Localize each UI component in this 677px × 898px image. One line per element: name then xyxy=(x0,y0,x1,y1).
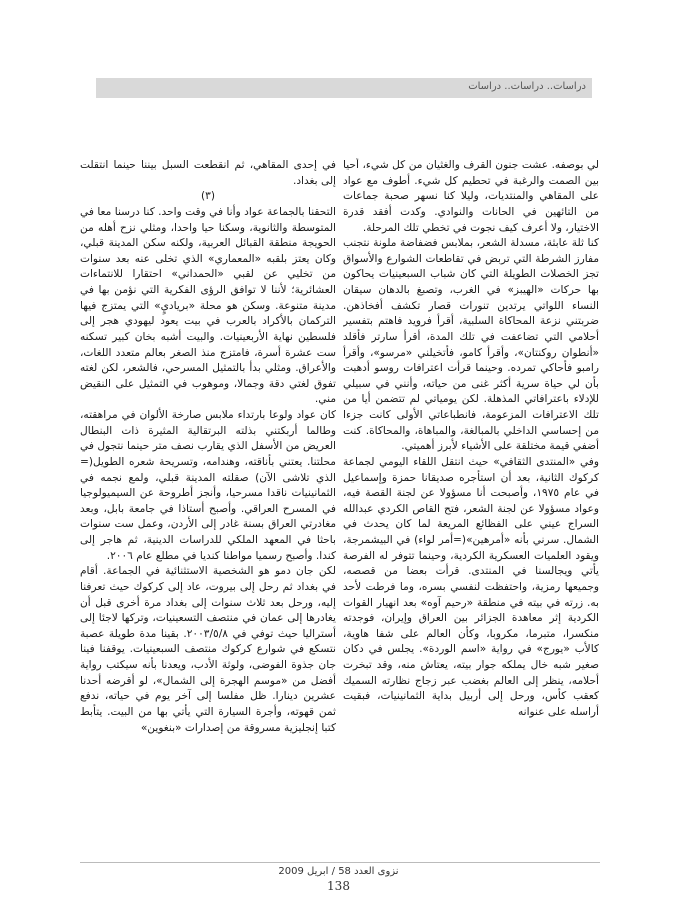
section-number: (٣) xyxy=(201,190,215,203)
text-column-right xyxy=(343,158,599,860)
paragraph: وفي «المنتدى الثقافي» حيث انتقل اللقاء اليومي لجماعة كركوك الثانية، بعد أن استأجره صديقانا حمزة وإسماعيل في عام ١٩٧٥، وأصبحت أنا مسؤولا عن لجنة القصة فيه، وعواد مسؤولا عن لجنة الشعر، فتح القاص الكردي عبدالله السراج عيني على الفظائع المريعة لما كان يحدث في الشمال. سرني بأنه «أمرهين»(=أمر لواء) في البيشمرجة، ويقود العلميات العسكرية الكردية، وحينما تتوفر له الفرصة يأتي ويجالسنا في المنتدى. قرأت بعضا من قصصه، وجميعها رمزية، واحتفظت لنفسي بسره، وما فرطت لأحد به. زرته في بيته في منطقة «رحيم آوه» بعد انهيار القوات الكردية إثر معاهدة الجزائر بين العراق وإيران، فوجدته منكسرا، متبرما، مكروبا، وكأن العالم على شفا هاوية، كالأب «يورج» في رواية «اسم الوردة». يجلس في دكان صغير شبه خال يملكه جوار بيته، يعتاش منه، وقد تبخرت أحلامه، ينظر إلى العالم بغضب عبر زجاج نظارته السميك كعقب كأس، ورحل إلى أربيل بداية الثمانينيات، فبقيت أراسله على عنوانه xyxy=(343,455,599,718)
page-number: 138 xyxy=(327,879,350,893)
paragraph: لي بوصفه. عشت جنون القرف والغثيان من كل شيء، أحيا بين الصمت والرغبة في تحطيم كل شيء. أطوف مع عواد على المقاهي والمنتديات، وليلا كنا نسهر صحبة جماعات من التائهين في الحانات والنوادي. وكدت أفقد قدرة الاختيار، ولا أعرف كيف نجوت في تخطي تلك المرحلة. xyxy=(343,159,599,234)
footer-issue: نزوى العدد 58 / ابريل 2009 xyxy=(278,866,399,877)
section-header-band xyxy=(96,78,592,98)
paragraph: كنا ثلة عابثة، مسدلة الشعر، بملابس فضفاضة ملونة نتجنب مفارز الشرطة التي تربض في تقاطعات الشوارع والأسواق تجز الخصلات الطويلة التي كان شباب السبعينيات يحاكون بها حركات «الهيبز» في الغرب، وتصبغ بالدهان سيقان النساء اللواتي يرتدين تنورات قصار تكشف أفخاذهن. ضربتني نزعة المحاكاة السلبية، أقرأ فرويد فاهتم بتفسير أحلامي التي تضاعفت في تلك المدة، أقرأ سارتر فأقلد «أنطوان روكنتان»، وأقرأ كامو، فأتخيلني «مرسو»، وأقرأ رامبو فأحاكي تمرده. وحينما قرأت اعترافات روسو أدهبت بأن لي حياة سرية أكثر غنى من حياته، وأنني في سبيلي للإدلاء باعترافاتي المذهلة. لكن يومياتي لم تتضمن أيا من تلك الاعترافات المزعومة، فانطباعاتي الأولى كانت جزءا من إحساسي الداخلي بالمبالغة، والمباهاة، والمحاكاة. كنت أضفي قيمة مختلقة على الأشياء لأبرز أهميتي. xyxy=(343,237,599,453)
paragraph: كان عواد ولوعا بارتداء ملابس صارخة الألوان في مراهقته، وطالما أربكتني بذلته البرتقالية المثيرة ذات البنطال العريض من الأسفل الذي يقارب نصف متر حينما نتجول في محلتنا. يعتني بأناقته، وهندامه، وتسريحة شعره الطويل(= الذي تلاشى الآن) صقلته المدينة قبلي، ولمع نجمه في الثمانينيات ناقدا مسرحيا، وأنجز أطروحة عن السيميولوجيا في المسرح العراقي. وأصبح أستاذا في جامعة بابل، وبعد مغادرتي العراق بسنة غادر إلى الأردن، وعمل ست سنوات باحثا في المعهد الملكي للدراسات الدينية، ثم هاجر إلى كندا. وأصبح رسميا مواطنا كنديا في مطلع عام ٢٠٠٦. xyxy=(80,409,336,562)
paragraph: التحقنا بالجماعة عواد وأنا في وقت واحد. كنا درسنا معا في المتوسطة والثانوية، وسكنا حيا واحدا، ومثلي نزح أهله من الحويجة منطقة القبائل العربية، ولكنه سكن المدينة قبلي، وكان يعتز بلقبه «المعماري» الذي تخلى عنه بعد سنوات من تخليي عن لقبي «الحمداني» احتقارا للانتماءات العشائرية؛ لأننا لا توافق الرؤى الفكرية التي نؤمن بها في مدينة متنوعة. وسكن هو محلة «برياديٍ» التي يمتزج فيها التركمان بالأكراد بالعرب في بيت يعود ليهودي هجر إلى فلسطين نهاية الأربعينيات. والبيت أشبه بخان كبير تسكنه ست عشرة أسرة، فامتزج منذ الصغر بعالم متعدد اللغات، والأعراق. ومثلي بدأ بالتمثيل المسرحي، فالشعر، لكن لغته تفوق لغتي دقة وجمالا، وموهوب في التمثيل على النقيض مني. xyxy=(80,205,336,406)
section-header-label: دراسات.. دراسات.. دراسات xyxy=(468,81,586,92)
paragraph: في إحدى المقاهي، ثم انقطعت السبل بيننا حينما انتقلت إلى بغداد. xyxy=(80,159,336,187)
footer-divider xyxy=(80,862,600,863)
text-column-left xyxy=(80,158,336,860)
paragraph: لكن جان دمو هو الشخصية الاستثنائية في الجماعة. أقام في بغداد ثم رحل إلى بيروت، عاد إلى كركوك حيث تعرفنا إليه، ورحل بعد ثلاث سنوات إلى بغداد مرة أخرى قبل أن يغادرها إلى عمان في منتصف التسعينيات، وتركها لاجئا إلى أستراليا حيث توفي في ٢٠٠٣/٥/٨. بقينا مدة طويلة عصبة نتسكع في شوارع كركوك منتصف السبعينيات. يوقفنا فينا جان جذوة الفوضى، ولوثة الأدب، ويعدنا بأنه سيكتب رواية أفضل من «موسم الهجرة إلى الشمال»، لو أقرضه أحدنا عشرين دينارا. ظل مفلسا إلى آخر يوم في حياته، ندفع ثمن قهوته، وأجرة السيارة التي يأتي بها من البيت. يتأبط كتبا إنجليزية مسروقة من إصدارات «بنغوين» xyxy=(80,565,336,734)
